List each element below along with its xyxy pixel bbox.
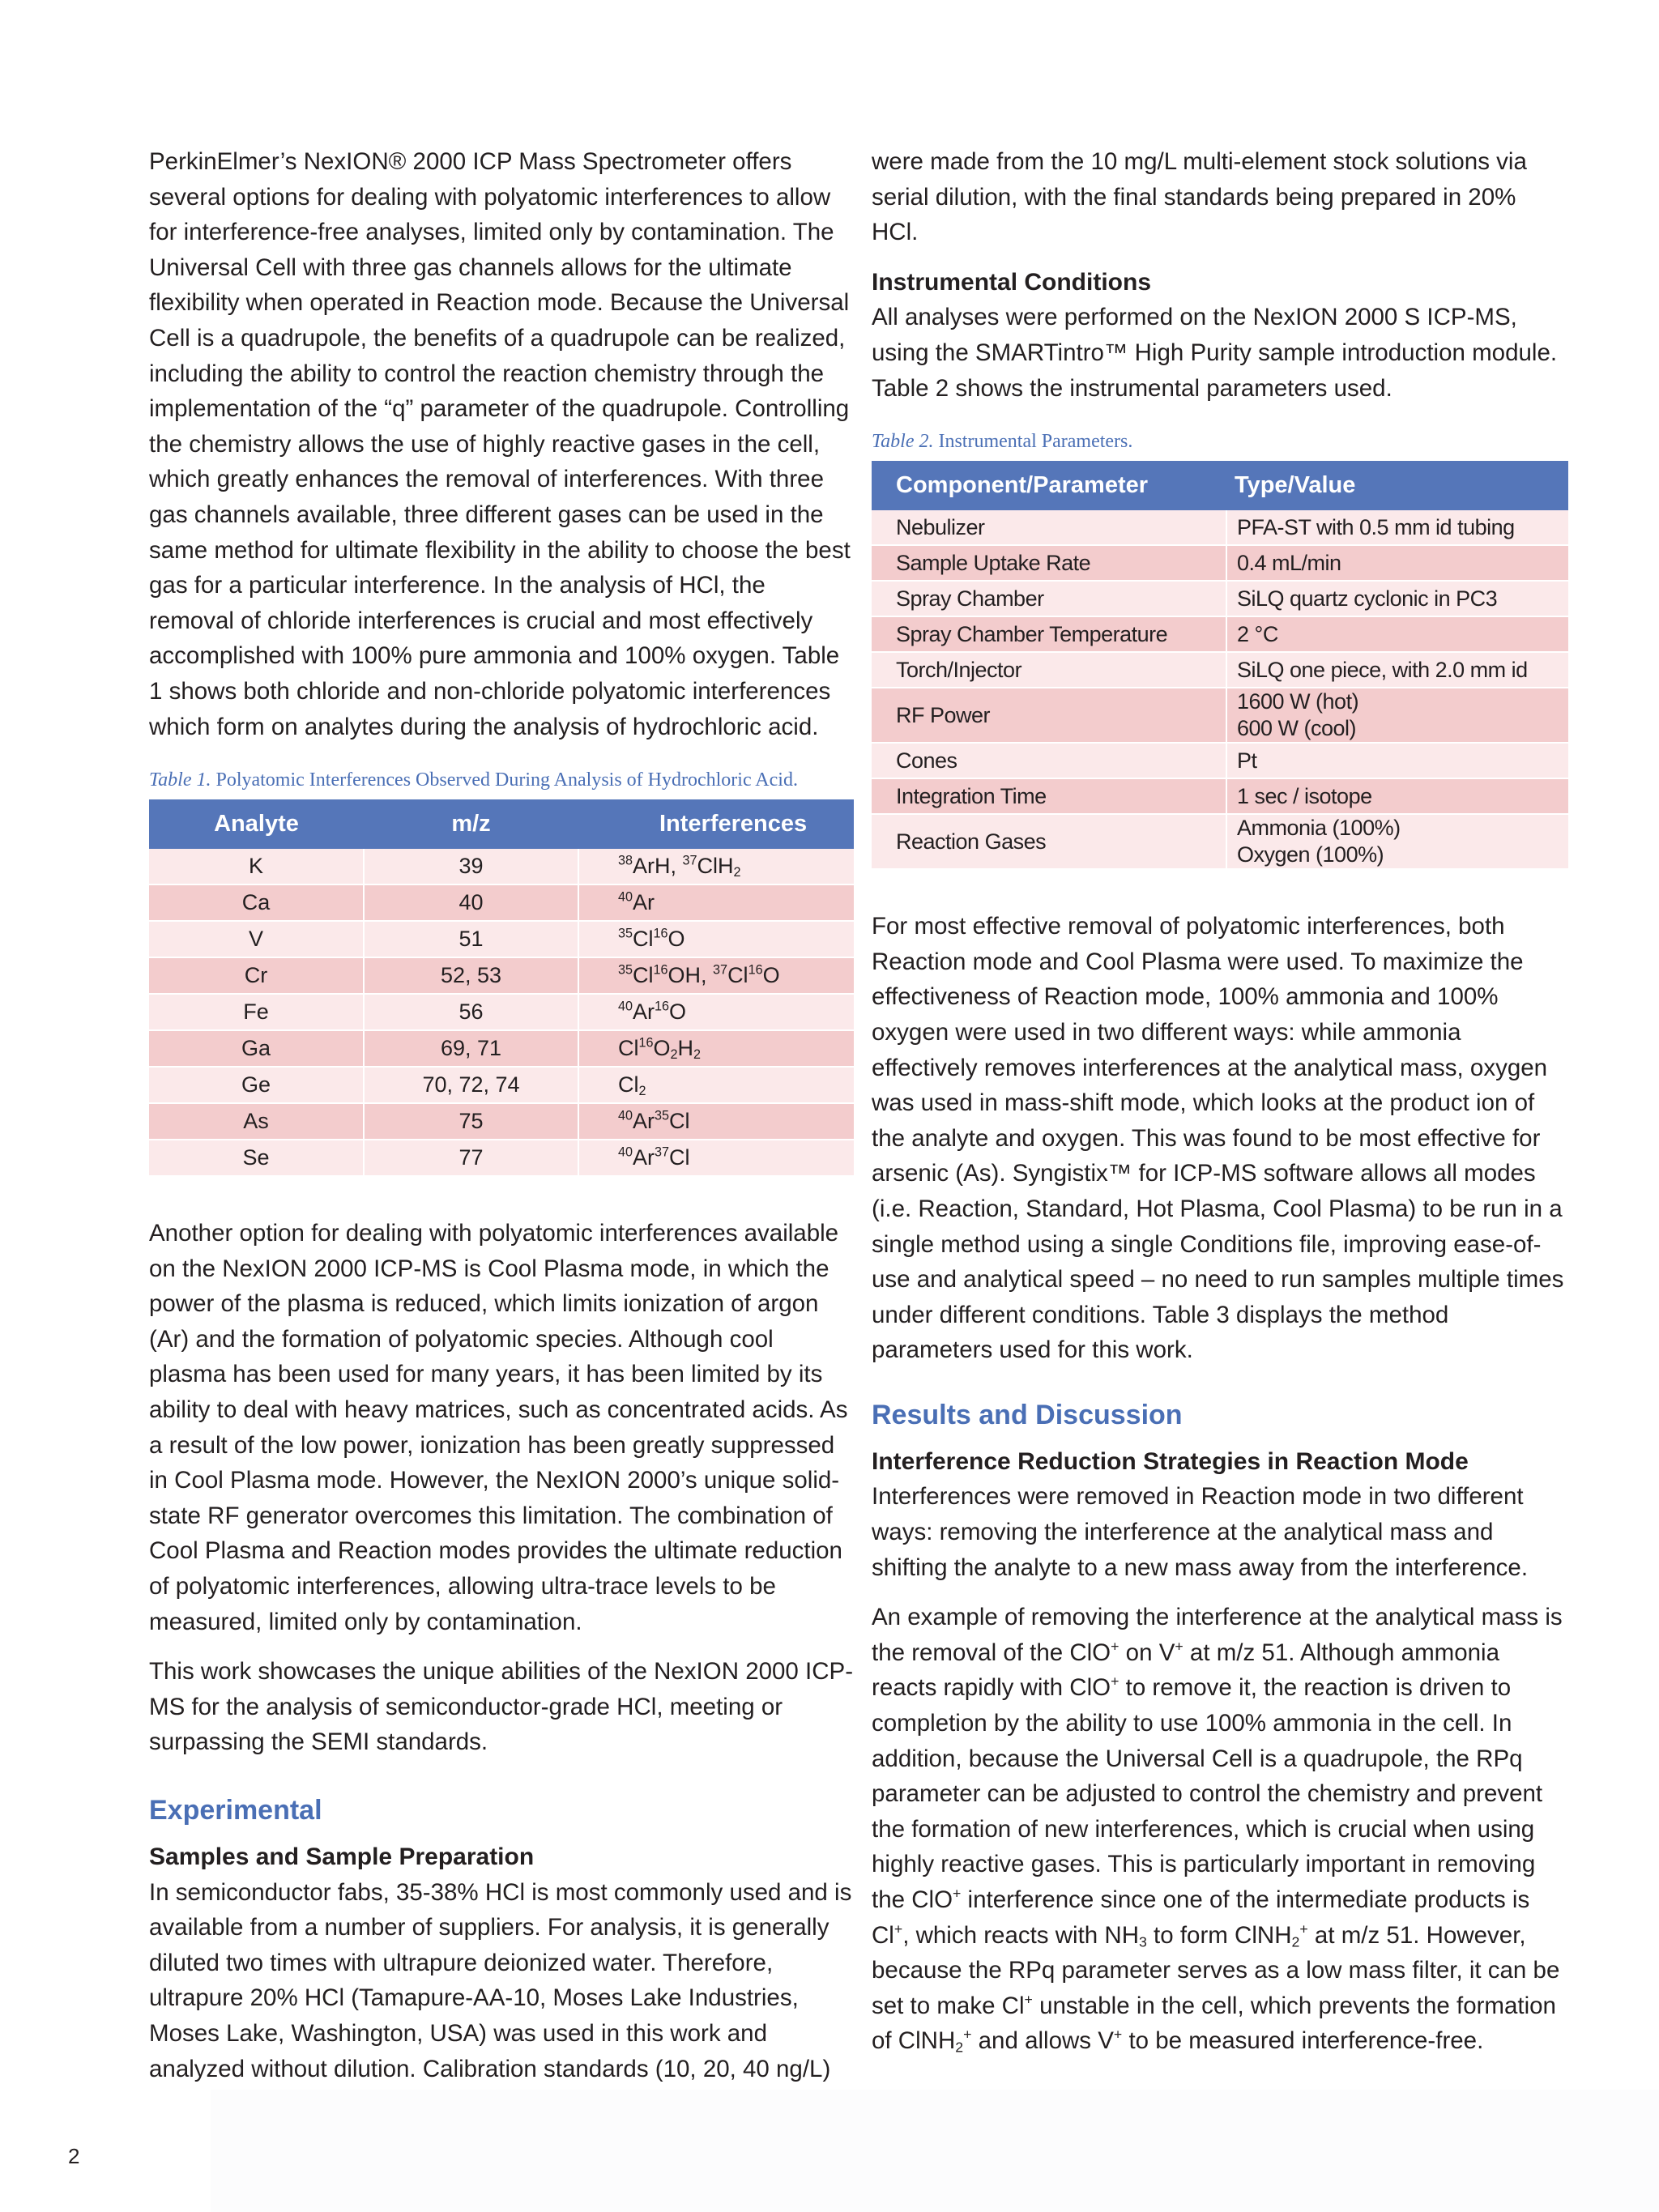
- samples-paragraph: In semiconductor fabs, 35-38% HCl is most commonly used and is available from a number of suppliers. For analysis, it is generally diluted two times with ultrapure deionized water. Therefore, ultrapure 20% HCl (Tamapure-AA-10, Moses Lake Industries, Moses Lake, Washington, USA) was used in this work and analyzed without dilution. Calibration standards (10, 20, 40 ng/L): [149, 1878, 852, 2082]
- samples-heading: Samples and Sample Preparation: [149, 1843, 535, 1870]
- value-line: 600 W (cool): [1237, 716, 1357, 741]
- table-row: [149, 994, 854, 1030]
- table-row: [872, 652, 1568, 688]
- table-row: [149, 1067, 854, 1103]
- table-row: [149, 1103, 854, 1140]
- mz-cell: 70, 72, 74: [364, 1067, 578, 1103]
- table-row: [149, 921, 854, 957]
- table-row: [872, 616, 1568, 652]
- table-row: [872, 688, 1568, 743]
- table-1-caption: [149, 767, 854, 793]
- interferences-cell: $Cl^{16}O_2H_2$: [578, 1030, 854, 1067]
- interference-paragraph: Interferences were removed in Reaction mode in two different ways: removing the interference at the analytical mass and shifting the analyte to a new mass away from the interference.: [872, 1483, 1529, 1581]
- analyte-cell: Se: [149, 1140, 364, 1176]
- interferences-cell: $^{38}$ArH, $^{37}$ClH$_2$: [578, 849, 854, 884]
- column-header-interferences: Interferences: [578, 799, 854, 849]
- mz-cell: 77: [364, 1140, 578, 1176]
- parameter-cell: Torch/Injector: [872, 652, 1226, 688]
- column-header-parameter: Component/Parameter: [872, 461, 1226, 510]
- value-cell: 2 °C: [1226, 616, 1568, 652]
- value-line: 1600 W (hot): [1237, 689, 1359, 714]
- analyte-cell: Ga: [149, 1030, 364, 1067]
- table-2: [872, 461, 1568, 870]
- parameter-cell: Nebulizer: [872, 510, 1226, 545]
- table-2-block: [872, 428, 1568, 870]
- analyte-cell: Ge: [149, 1067, 364, 1103]
- right-column: [872, 144, 1568, 2073]
- table-header-row: [149, 799, 854, 849]
- interferences-cell: $^{35}$Cl$^{16}$OH, $^{37}$Cl$^{16}$O: [578, 957, 854, 994]
- page-background-shade: [211, 2090, 1659, 2212]
- value-cell: 0.4 mL/min: [1226, 545, 1568, 581]
- table-row: [149, 957, 854, 994]
- analyte-cell: V: [149, 921, 364, 957]
- value-cell: SiLQ one piece, with 2.0 mm id: [1226, 652, 1568, 688]
- column-header-mz: m/z: [364, 799, 578, 849]
- analyte-cell: Fe: [149, 994, 364, 1030]
- interferences-cell: $^{40}$Ar$^{37}$Cl: [578, 1140, 854, 1176]
- column-header-analyte: Analyte: [149, 799, 364, 849]
- reaction-mode-paragraph: For most effective removal of polyatomic interferences, both Reaction mode and Cool Plasma were used. To maximize the effectiveness of Reaction mode, 100% ammonia and 100% oxygen were used in two different ways: while ammonia effectively removes interferences at the analytical mass, oxygen was used in mass-shift mode, which looks at the product ion of the analyte and oxygen. This was found to be most effective for arsenic (As). Syngistix™ for ICP-MS software allows all modes (i.e. Reaction, Standard, Hot Plasma, Cool Plasma) to be run in a single method using a single Conditions file, improving ease-of-use and analytical speed – no need to run samples multiple times under different conditions. Table 3 displays the method parameters used for this work.: [872, 913, 1564, 1364]
- table-1-block: [149, 767, 854, 1177]
- value-cell: [1226, 688, 1568, 743]
- experimental-heading: Experimental: [149, 1795, 322, 1826]
- interferences-cell: $^{40}$Ar$^{16}$O: [578, 994, 854, 1030]
- table-row: [149, 1140, 854, 1176]
- mz-cell: 51: [364, 921, 578, 957]
- mz-cell: 39: [364, 849, 578, 884]
- value-cell: SiLQ quartz cyclonic in PC3: [1226, 581, 1568, 616]
- parameter-cell: Cones: [872, 743, 1226, 778]
- value-cell: PFA-ST with 0.5 mm id tubing: [1226, 510, 1568, 545]
- value-cell: 1 sec / isotope: [1226, 778, 1568, 814]
- column-header-value: Type/Value: [1226, 461, 1568, 510]
- table-row: [872, 510, 1568, 545]
- parameter-cell: Integration Time: [872, 778, 1226, 814]
- analyte-cell: As: [149, 1103, 364, 1140]
- parameter-cell: Spray Chamber: [872, 581, 1226, 616]
- clo-removal-paragraph: An example of removing the interference at the analytical mass is the removal of the ClO+ on V+ at m/z 51. Although ammonia reacts rapidly with ClO+ to remove it, the reaction is driven to completion by the ability to use 100% ammonia in the cell. In addition, because the Universal Cell is a quadrupole, the RPq parameter can be adjusted to control the chemistry and prevent the formation of new interferences, which is crucial when using highly reactive gases. This is particularly important in removing the ClO+ interference since one of the intermediate products is Cl+, which reacts with $NH_3$ to form ClNH$_2$+ at m/z 51. However, because the RPq parameter serves as a low mass filter, it can be set to make Cl+ unstable in the cell, which prevents the formation of ClNH$_2$+ and allows V+ to be measured interference-free.: [872, 1604, 1563, 2056]
- analyte-cell: Ca: [149, 884, 364, 921]
- table-header-row: [872, 461, 1568, 510]
- table-row: [149, 849, 854, 884]
- table-1: [149, 799, 854, 1177]
- mz-cell: 56: [364, 994, 578, 1030]
- page-number: 2: [68, 2144, 80, 2168]
- standards-paragraph: were made from the 10 mg/L multi-element stock solutions via serial dilution, with the final standards being prepared in 20% HCl.: [872, 148, 1527, 246]
- table-row: [872, 743, 1568, 778]
- instrumental-conditions-heading: Instrumental Conditions: [872, 268, 1151, 296]
- interference-reduction-heading: Interference Reduction Strategies in Reaction Mode: [872, 1447, 1469, 1475]
- intro-paragraph: PerkinElmer’s NexION® 2000 ICP Mass Spectrometer offers several options for dealing with polyatomic interferences to allow for interference-free analyses, limited only by contamination. The Universal Cell with three gas channels allows for the ultimate flexibility when operated in Reaction mode. Because the Universal Cell is a quadrupole, the benefits of a quadrupole can be realized, including the ability to control the reaction chemistry through the implementation of the “q” parameter of the quadrupole. Controlling the chemistry allows the use of highly reactive gases in the cell, which greatly enhances the removal of interferences. With three gas channels available, three different gases can be used in the same method for ultimate flexibility in the ability to choose the best gas for a particular interference. In the analysis of HCl, the removal of chloride interferences is crucial and most effectively accomplished with 100% pure ammonia and 100% oxygen. Table 1 shows both chloride and non-chloride polyatomic interferences which form on analytes during the analysis of hydrochloric acid.: [149, 148, 851, 740]
- mz-cell: 75: [364, 1103, 578, 1140]
- table-row: [149, 1030, 854, 1067]
- table-row: [149, 884, 854, 921]
- parameter-cell: RF Power: [872, 688, 1226, 743]
- interferences-cell: $Cl_2$: [578, 1067, 854, 1103]
- value-cell: Pt: [1226, 743, 1568, 778]
- interferences-cell: $^{35}$Cl$^{16}$O: [578, 921, 854, 957]
- mz-cell: 40: [364, 884, 578, 921]
- table-row: [872, 581, 1568, 616]
- cool-plasma-paragraph: Another option for dealing with polyatomic interferences available on the NexION 2000 ICP-MS is Cool Plasma mode, in which the power of the plasma is reduced, which limits ionization of argon (Ar) and the formation of polyatomic species. Although cool plasma has been used for many years, it has been limited by its ability to deal with heavy matrices, such as concentrated acids. As a result of the low power, ionization has been greatly suppressed in Cool Plasma mode. However, the NexION 2000’s unique solid-state RF generator overcomes this limitation. The combination of Cool Plasma and Reaction modes provides the ultimate reduction of polyatomic interferences, allowing ultra-trace levels to be measured, limited only by contamination.: [149, 1220, 848, 1635]
- table-row: [872, 814, 1568, 869]
- results-heading: Results and Discussion: [872, 1399, 1183, 1430]
- table-1-caption-text: Polyatomic Interferences Observed During Analysis of Hydrochloric Acid.: [215, 769, 798, 791]
- parameter-cell: Spray Chamber Temperature: [872, 616, 1226, 652]
- table-2-caption-label: Table 2.: [872, 431, 934, 453]
- left-column: [149, 144, 854, 2101]
- instrumental-paragraph: All analyses were performed on the NexION 2000 S ICP-MS, using the SMARTintro™ High Purity sample introduction module. Table 2 shows the instrumental parameters used.: [872, 304, 1558, 402]
- table-1-caption-label: Table 1.: [149, 769, 211, 791]
- parameter-cell: Sample Uptake Rate: [872, 545, 1226, 581]
- table-2-caption: [872, 428, 1568, 454]
- mz-cell: 52, 53: [364, 957, 578, 994]
- value-line: Ammonia (100%): [1237, 816, 1401, 841]
- mz-cell: 69, 71: [364, 1030, 578, 1067]
- table-row: [872, 778, 1568, 814]
- interferences-cell: $^{40}$Ar$^{35}$Cl: [578, 1103, 854, 1140]
- table-row: [872, 545, 1568, 581]
- parameter-cell: Reaction Gases: [872, 814, 1226, 869]
- analyte-cell: Cr: [149, 957, 364, 994]
- analyte-cell: K: [149, 849, 364, 884]
- showcase-paragraph: This work showcases the unique abilities of the NexION 2000 ICP-MS for the analysis of semiconductor-grade HCl, meeting or surpassing the SEMI standards.: [149, 1658, 854, 1756]
- value-cell: [1226, 814, 1568, 869]
- interferences-cell: $^{40}$Ar: [578, 884, 854, 921]
- value-line: Oxygen (100%): [1237, 842, 1384, 867]
- table-2-caption-text: Instrumental Parameters.: [938, 431, 1133, 453]
